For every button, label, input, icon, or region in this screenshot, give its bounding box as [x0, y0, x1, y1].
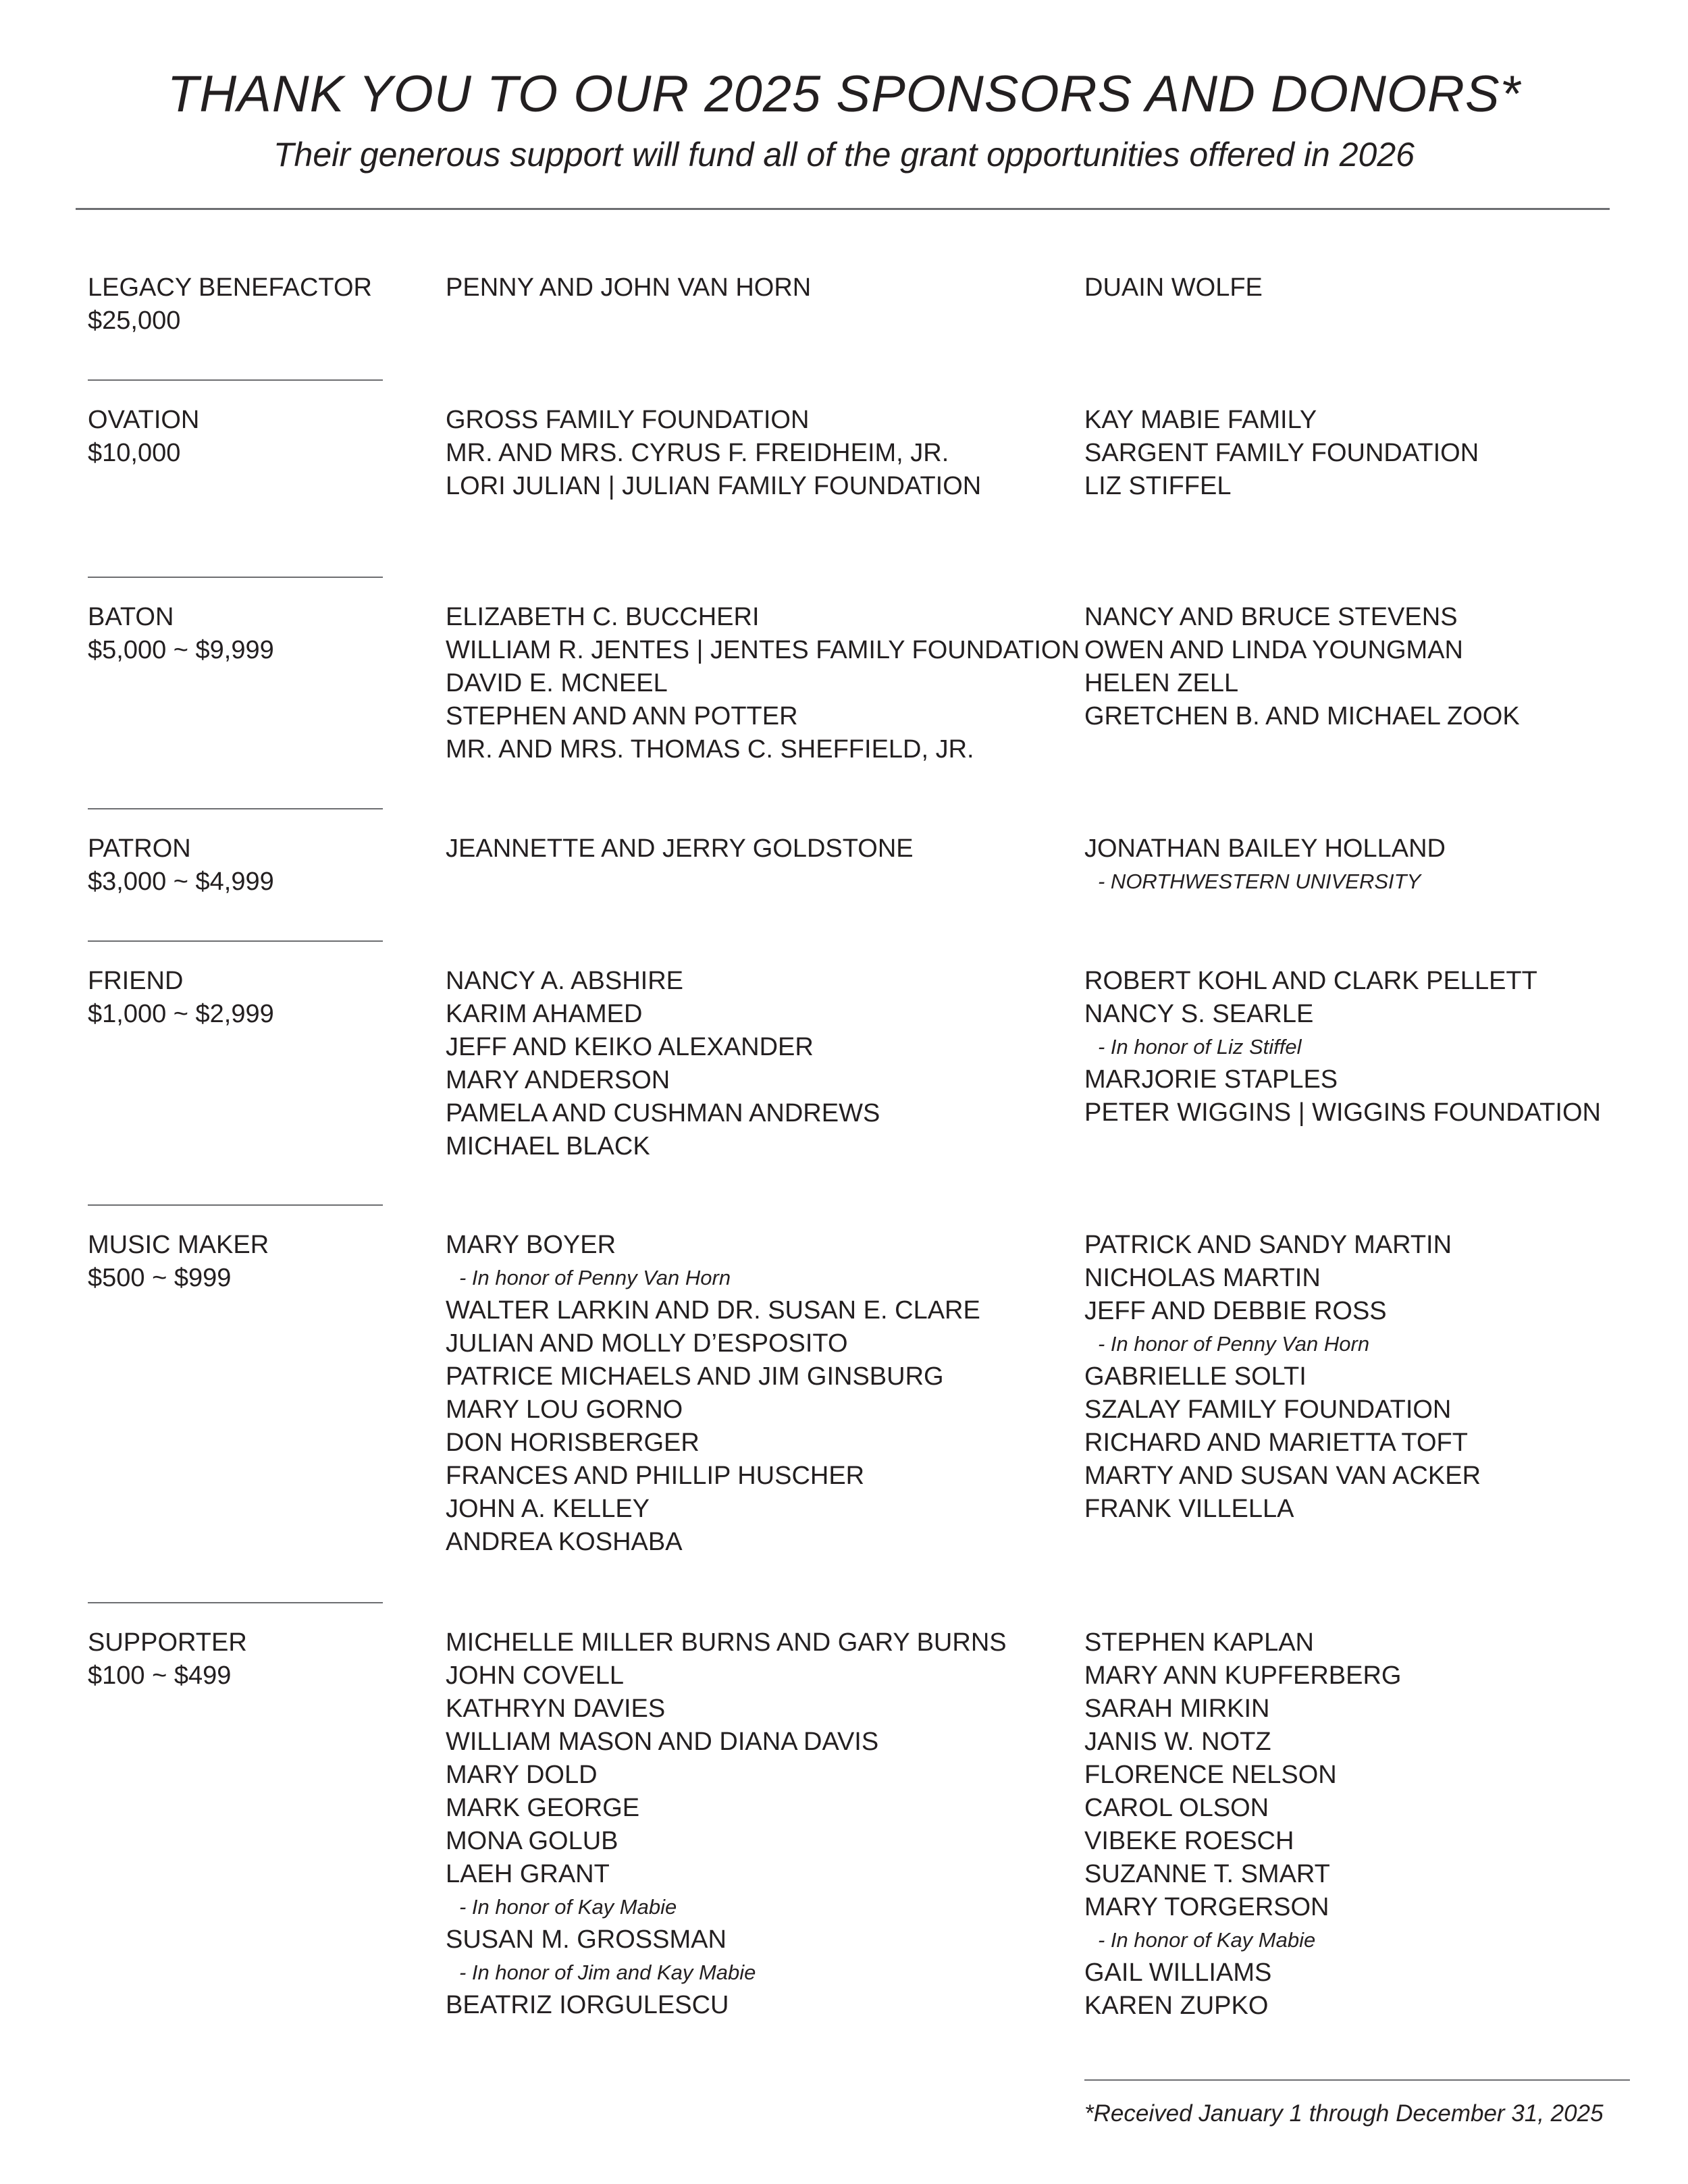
tier-divider — [88, 379, 383, 381]
donor-name: PENNY AND JOHN VAN HORN — [446, 273, 812, 302]
donor-name: MARY LOU GORNO — [446, 1395, 683, 1424]
tier-amount: $100 ~ $499 — [88, 1661, 232, 1690]
donor-name: WILLIAM MASON AND DIANA DAVIS — [446, 1728, 879, 1756]
tier-label — [88, 1626, 412, 1693]
donor-name: CAROL OLSON — [1084, 1794, 1269, 1822]
donor-name: FRANCES AND PHILLIP HUSCHER — [446, 1462, 865, 1490]
donor-name: JEANNETTE AND JERRY GOLDSTONE — [446, 834, 914, 863]
page-title: THANK YOU TO OUR 2025 SPONSORS AND DONORS* — [167, 65, 1521, 123]
tier-divider — [88, 808, 383, 809]
donor-name: STEPHEN KAPLAN — [1084, 1628, 1314, 1657]
tier-name: OVATION — [88, 406, 200, 434]
donor-column-right — [1084, 271, 1263, 304]
donor-name: MR. AND MRS. THOMAS C. SHEFFIELD, JR. — [446, 735, 974, 764]
tier-name: PATRON — [88, 834, 191, 863]
donor-column-right — [1084, 965, 1601, 1129]
donor-honor-note: - In honor of Liz Stiffel — [1098, 1035, 1302, 1059]
tier-divider — [88, 1602, 383, 1603]
donor-name: MICHAEL BLACK — [446, 1132, 650, 1161]
donor-name: GROSS FAMILY FOUNDATION — [446, 406, 810, 434]
donor-name: NANCY S. SEARLE — [1084, 1000, 1314, 1028]
donor-name: GABRIELLE SOLTI — [1084, 1362, 1307, 1391]
donor-name: JEFF AND KEIKO ALEXANDER — [446, 1033, 814, 1061]
donor-name: LORI JULIAN | JULIAN FAMILY FOUNDATION — [446, 472, 982, 500]
donor-name: PATRICK AND SANDY MARTIN — [1084, 1231, 1452, 1259]
donor-name: SUSAN M. GROSSMAN — [446, 1925, 727, 1954]
donor-name: GAIL WILLIAMS — [1084, 1959, 1272, 1987]
donor-name: KAREN ZUPKO — [1084, 1992, 1269, 2020]
donor-honor-note: - In honor of Kay Mabie — [459, 1895, 677, 1919]
donor-name: DAVID E. MCNEEL — [446, 669, 668, 697]
tier-name: LEGACY BENEFACTOR — [88, 273, 372, 302]
tier-label — [88, 965, 412, 1031]
donor-name: SARGENT FAMILY FOUNDATION — [1084, 439, 1479, 467]
donor-name: JEFF AND DEBBIE ROSS — [1084, 1297, 1387, 1325]
donor-name: MONA GOLUB — [446, 1827, 618, 1855]
donor-name: NANCY A. ABSHIRE — [446, 967, 683, 995]
donor-column-left — [446, 965, 880, 1163]
donor-column-left — [446, 1229, 980, 1559]
footnote-divider — [1084, 2079, 1630, 2081]
donor-name: ELIZABETH C. BUCCHERI — [446, 603, 760, 631]
donor-name: MARJORIE STAPLES — [1084, 1065, 1338, 1094]
footnote: *Received January 1 through December 31, 2025 — [1084, 2100, 1604, 2127]
donor-name: JOHN COVELL — [446, 1661, 624, 1690]
tier-divider — [88, 577, 383, 578]
donor-name: DON HORISBERGER — [446, 1429, 700, 1457]
tier-label — [88, 404, 412, 470]
page-subtitle: Their generous support will fund all of the grant opportunities offered in 2026 — [273, 136, 1415, 174]
tier-amount: $10,000 — [88, 439, 181, 467]
donor-name: JOHN A. KELLEY — [446, 1495, 650, 1523]
donor-column-left — [446, 601, 1080, 766]
donor-name: LAEH GRANT — [446, 1860, 610, 1888]
donor-honor-note: - In honor of Kay Mabie — [1098, 1928, 1316, 1952]
donor-honor-note: - In honor of Jim and Kay Mabie — [459, 1961, 756, 1984]
tier-name: SUPPORTER — [88, 1628, 247, 1657]
donor-name: MARY BOYER — [446, 1231, 616, 1259]
donor-honor-note: - In honor of Penny Van Horn — [1098, 1332, 1370, 1356]
donor-name: GRETCHEN B. AND MICHAEL ZOOK — [1084, 702, 1520, 730]
donor-name: KAY MABIE FAMILY — [1084, 406, 1317, 434]
donor-name: WILLIAM R. JENTES | JENTES FAMILY FOUNDATION — [446, 636, 1080, 664]
donor-column-left — [446, 832, 914, 865]
tier-divider — [88, 940, 383, 942]
donor-name: DUAIN WOLFE — [1084, 273, 1263, 302]
donor-name: LIZ STIFFEL — [1084, 472, 1232, 500]
donor-name: ROBERT KOHL AND CLARK PELLETT — [1084, 967, 1537, 995]
donor-column-right — [1084, 601, 1520, 733]
donor-name: SZALAY FAMILY FOUNDATION — [1084, 1395, 1452, 1424]
donor-column-left — [446, 404, 981, 503]
donor-name: ANDREA KOSHABA — [446, 1528, 683, 1556]
donor-name: WALTER LARKIN AND DR. SUSAN E. CLARE — [446, 1296, 980, 1325]
donor-name: MR. AND MRS. CYRUS F. FREIDHEIM, JR. — [446, 439, 949, 467]
donor-name: PATRICE MICHAELS AND JIM GINSBURG — [446, 1362, 944, 1391]
tier-name: BATON — [88, 603, 174, 631]
donor-column-left — [446, 1626, 1007, 2022]
donor-name: NICHOLAS MARTIN — [1084, 1264, 1321, 1292]
tier-amount: $3,000 ~ $4,999 — [88, 868, 274, 896]
donor-name: MARY TORGERSON — [1084, 1893, 1329, 1921]
donor-name: VIBEKE ROESCH — [1084, 1827, 1294, 1855]
donor-name: PETER WIGGINS | WIGGINS FOUNDATION — [1084, 1098, 1601, 1127]
donor-name: SUZANNE T. SMART — [1084, 1860, 1330, 1888]
tier-label — [88, 601, 412, 667]
donor-name: FLORENCE NELSON — [1084, 1761, 1337, 1789]
donor-name: KARIM AHAMED — [446, 1000, 643, 1028]
donor-name: NANCY AND BRUCE STEVENS — [1084, 603, 1458, 631]
tier-label — [88, 1229, 412, 1295]
donor-name: JONATHAN BAILEY HOLLAND — [1084, 834, 1446, 863]
donor-name: MARY ANDERSON — [446, 1066, 670, 1094]
donor-column-left — [446, 271, 811, 304]
donor-name: JANIS W. NOTZ — [1084, 1728, 1271, 1756]
donor-name: HELEN ZELL — [1084, 669, 1239, 697]
donor-name: BEATRIZ IORGULESCU — [446, 1991, 729, 2019]
tier-name: FRIEND — [88, 967, 184, 995]
donor-column-right — [1084, 404, 1479, 503]
donor-name: RICHARD AND MARIETTA TOFT — [1084, 1429, 1468, 1457]
donor-name: MARY DOLD — [446, 1761, 598, 1789]
tier-name: MUSIC MAKER — [88, 1231, 269, 1259]
donor-column-right — [1084, 1229, 1481, 1526]
donor-name: JULIAN AND MOLLY D’ESPOSITO — [446, 1329, 848, 1358]
tier-amount: $1,000 ~ $2,999 — [88, 1000, 274, 1028]
donor-name: PAMELA AND CUSHMAN ANDREWS — [446, 1099, 880, 1127]
donor-column-right — [1084, 1626, 1402, 2023]
donor-column-right — [1084, 832, 1446, 898]
tier-amount: $25,000 — [88, 307, 181, 335]
donor-honor-note: - NORTHWESTERN UNIVERSITY — [1098, 870, 1421, 893]
donor-name: MARTY AND SUSAN VAN ACKER — [1084, 1462, 1481, 1490]
tier-divider — [88, 1204, 383, 1206]
donor-name: MICHELLE MILLER BURNS AND GARY BURNS — [446, 1628, 1007, 1657]
header-divider — [76, 208, 1610, 210]
donor-name: SARAH MIRKIN — [1084, 1695, 1270, 1723]
tier-label — [88, 832, 412, 899]
donor-name: KATHRYN DAVIES — [446, 1695, 666, 1723]
donor-honor-note: - In honor of Penny Van Horn — [459, 1266, 731, 1289]
tier-amount: $500 ~ $999 — [88, 1264, 232, 1292]
donor-name: FRANK VILLELLA — [1084, 1495, 1294, 1523]
donor-name: STEPHEN AND ANN POTTER — [446, 702, 798, 730]
donor-name: MARY ANN KUPFERBERG — [1084, 1661, 1402, 1690]
donor-name: OWEN AND LINDA YOUNGMAN — [1084, 636, 1463, 664]
donor-name: MARK GEORGE — [446, 1794, 640, 1822]
tier-label — [88, 271, 412, 338]
tier-amount: $5,000 ~ $9,999 — [88, 636, 274, 664]
